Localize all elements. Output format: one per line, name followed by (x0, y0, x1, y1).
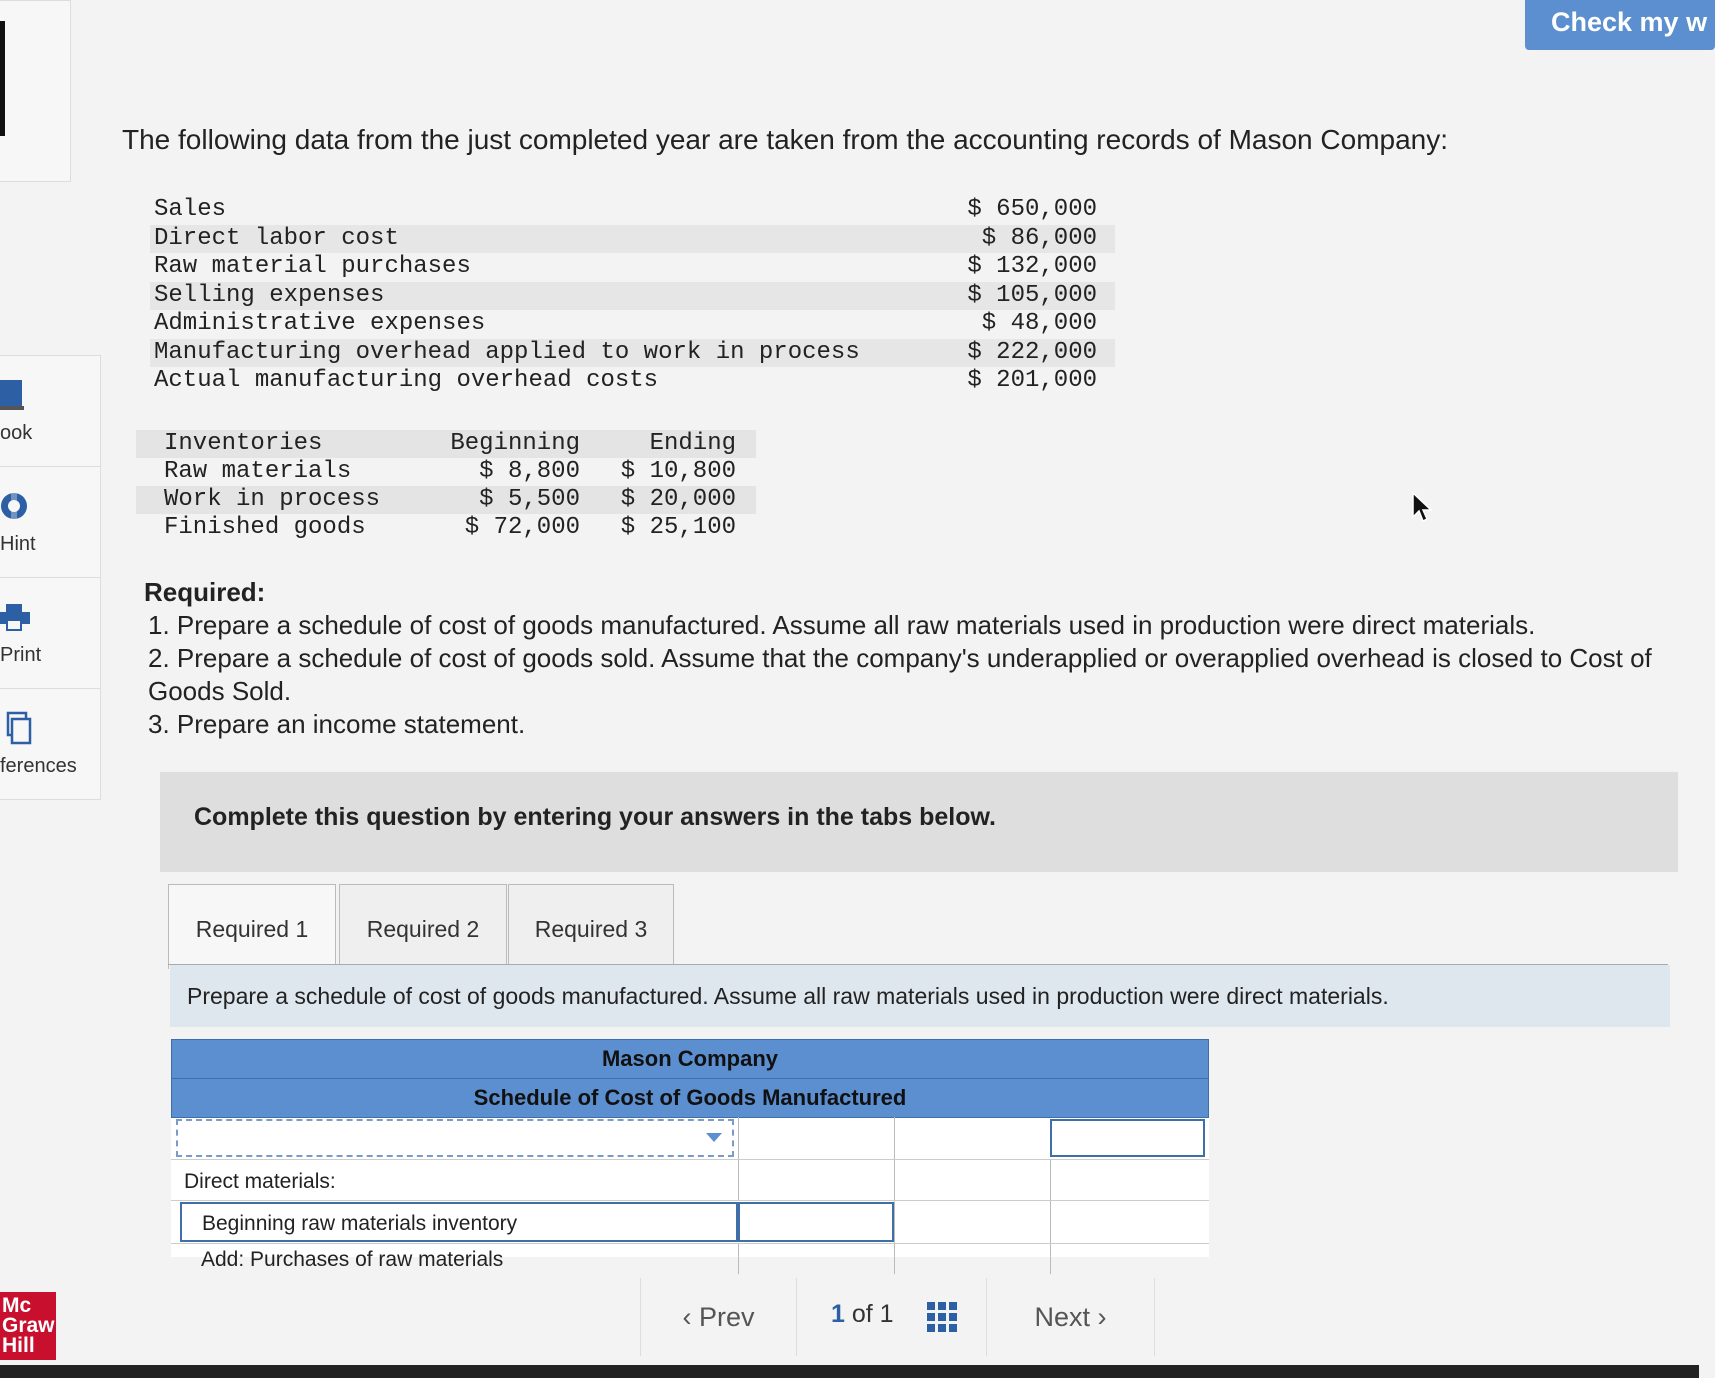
tab-instruction: Prepare a schedule of cost of goods manufactured. Assume all raw materials used in production were direct materials. (170, 965, 1670, 1027)
required-section (144, 576, 1699, 741)
card-accent-bar (0, 21, 5, 136)
beginning-raw-materials-input[interactable] (738, 1202, 894, 1242)
sidebar-item-references[interactable] (0, 689, 100, 799)
schedule-company: Mason Company (171, 1039, 1209, 1079)
print-icon (0, 600, 30, 634)
problem-intro: The following data from the just completed year are taken from the accounting records of Mason Company: (122, 124, 1449, 155)
direct-materials-label: Direct materials: (184, 1170, 336, 1193)
sidebar-item-label: Hint (0, 533, 36, 555)
tab-required-2[interactable]: Required 2 (339, 884, 507, 967)
table-row: Finished goods $ 72,000 $ 25,100 (164, 514, 736, 541)
purchases-label: Add: Purchases of raw materials (201, 1248, 504, 1271)
page-indicator: 1 of 1 (831, 1300, 894, 1328)
sidebar-item-print[interactable] (0, 578, 100, 689)
references-icon (0, 711, 30, 745)
sidebar-item-hint[interactable] (0, 467, 100, 578)
table-header-row: Inventories Beginning Ending (136, 430, 756, 458)
table-row (171, 1244, 1209, 1274)
beginning-raw-materials-label-cell: Beginning raw materials inventory (180, 1202, 738, 1242)
next-button[interactable]: Next › (986, 1278, 1154, 1356)
table-row: Work in process $ 5,500 $ 20,000 (136, 486, 756, 514)
table-row: Manufacturing overhead applied to work in process $ 222,000 (150, 339, 1115, 368)
top-left-card (0, 0, 71, 182)
sidebar (0, 355, 101, 800)
table-row (171, 1117, 1209, 1160)
sidebar-item-label: ook (0, 422, 33, 444)
schedule-title: Schedule of Cost of Goods Manufactured (171, 1078, 1209, 1118)
tab-required-1[interactable]: Required 1 (168, 884, 336, 969)
period-dropdown[interactable] (176, 1119, 734, 1157)
schedule-form (171, 1039, 1209, 1271)
required-item: 3. Prepare an income statement. (148, 709, 526, 739)
pagination (640, 1278, 1155, 1356)
table-row: Actual manufacturing overhead costs $ 201,000 (154, 367, 1097, 394)
sidebar-item-label: Print (0, 644, 42, 666)
table-row: Raw materials $ 8,800 $ 10,800 (164, 458, 736, 485)
book-icon (0, 378, 30, 412)
sidebar-item-ebook[interactable] (0, 356, 100, 467)
required-heading: Required: (144, 577, 266, 607)
check-my-work-button[interactable]: Check my w (1525, 0, 1715, 50)
screen-bezel (0, 1365, 1699, 1378)
table-row (171, 1160, 1209, 1201)
table-row: Administrative expenses $ 48,000 (154, 310, 1097, 337)
data-table (150, 196, 1115, 396)
mouse-cursor-icon (1412, 492, 1434, 524)
prev-button[interactable]: ‹ Prev (641, 1278, 797, 1356)
table-row (171, 1201, 1209, 1244)
table-row: Selling expenses $ 105,000 (150, 282, 1115, 311)
total-input[interactable] (1050, 1119, 1205, 1157)
hint-icon (0, 489, 30, 523)
table-row: Sales $ 650,000 (154, 196, 1097, 223)
tab-required-3[interactable]: Required 3 (508, 884, 674, 967)
sidebar-item-label: ferences (0, 755, 77, 777)
required-item: 1. Prepare a schedule of cost of goods manufactured. Assume all raw materials used in production were direct materials. (148, 610, 1536, 640)
instructions-banner: Complete this question by entering your answers in the tabs below. (160, 772, 1678, 872)
chevron-down-icon (706, 1133, 722, 1142)
grid-icon[interactable] (927, 1302, 957, 1332)
table-row: Raw material purchases $ 132,000 (154, 253, 1097, 280)
required-item: 2. Prepare a schedule of cost of goods sold. Assume that the company's underapplied or overapplied overhead is closed to Cost of Goods Sold. (148, 643, 1652, 706)
mcgraw-hill-logo: Mc Graw Hill (0, 1292, 56, 1360)
table-row: Direct labor cost $ 86,000 (150, 225, 1115, 254)
inventories-table (136, 430, 756, 542)
